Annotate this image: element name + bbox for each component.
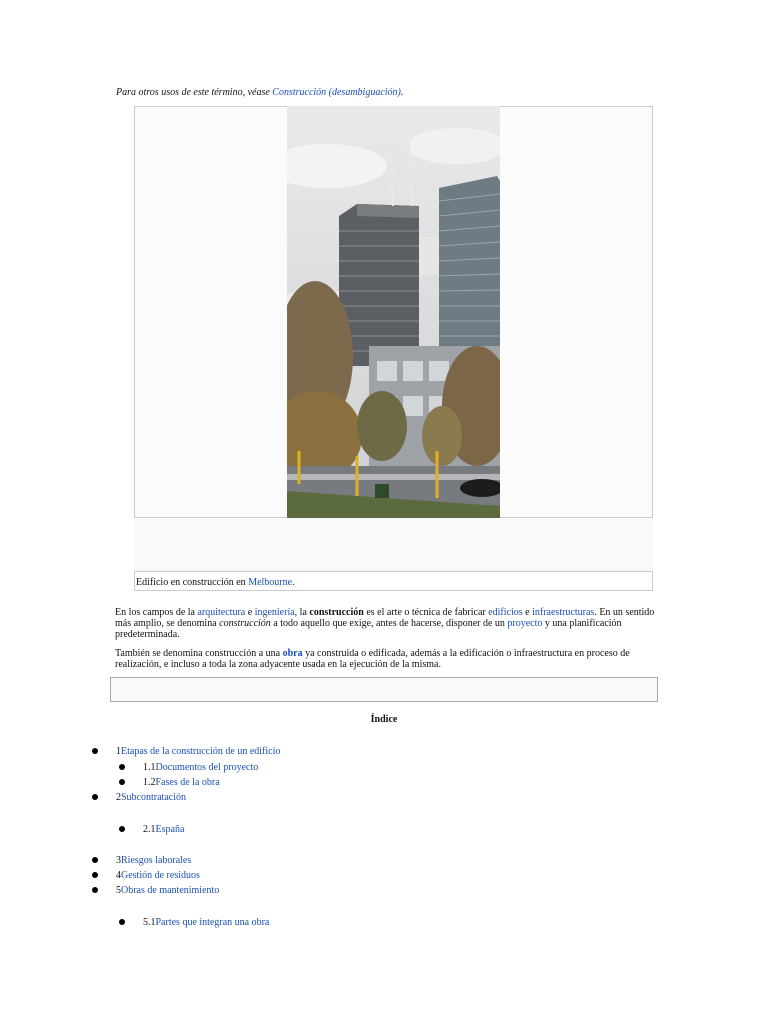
p1-text: e — [522, 607, 533, 618]
toc-link[interactable]: Obras de mantenimiento — [121, 885, 220, 896]
bullet-icon — [119, 826, 125, 832]
toc-item[interactable] — [143, 917, 269, 928]
bullet-icon — [119, 919, 125, 925]
toc-link[interactable]: España — [155, 824, 185, 835]
intro-paragraph-1 — [115, 607, 655, 640]
p1-text: . En un sentido más amplio, se denomina — [115, 607, 655, 629]
bullet-icon — [92, 872, 98, 878]
bullet-icon — [119, 779, 125, 785]
hatnote-text: Para otros usos de este término, véase — [116, 87, 273, 98]
caption-suffix: . — [292, 577, 295, 588]
infraestructuras-link[interactable]: infraestructuras — [532, 607, 595, 618]
p1-text: , la — [294, 607, 310, 618]
toc-item[interactable] — [143, 762, 258, 773]
toc-number: 1.2 — [143, 777, 156, 788]
ingenieria-link[interactable]: ingeniería — [254, 607, 295, 618]
bullet-icon — [92, 887, 98, 893]
toc-number: 1.1 — [143, 762, 156, 773]
arquitectura-link[interactable]: arquitectura — [197, 607, 246, 618]
toc-item[interactable] — [143, 824, 184, 835]
p1-text: a todo aquello que exige, antes de hacerse, disponer de un — [270, 618, 508, 629]
toc-number: 3 — [116, 855, 121, 866]
toc-link[interactable]: Subcontratación — [121, 792, 186, 803]
p2-text: ya construida o edificada, además a la edificación o infraestructura en proceso de realización, e incluso a toda la zona adyacente usada en la ejecución de la misma. — [115, 648, 630, 670]
toc-number: 4 — [116, 870, 121, 881]
edificios-link[interactable]: edificios — [488, 607, 523, 618]
toc-link[interactable]: Documentos del proyecto — [155, 762, 259, 773]
bullet-icon — [92, 857, 98, 863]
bullet-icon — [119, 764, 125, 770]
figure-caption — [134, 571, 653, 591]
disambiguation-link[interactable]: Construcción (desambiguación) — [272, 87, 401, 98]
toc-item[interactable] — [116, 885, 219, 896]
toc-link[interactable]: Partes que integran una obra — [155, 917, 270, 928]
building-under-construction-photo[interactable] — [287, 106, 500, 518]
toc-number: 5.1 — [143, 917, 156, 928]
figure-band — [134, 519, 653, 571]
toc-link[interactable]: Gestión de residuos — [121, 870, 200, 881]
hatnote — [116, 87, 403, 98]
toc-link[interactable]: Riesgos laborales — [121, 855, 192, 866]
obra-link[interactable]: obra — [282, 648, 303, 659]
p1-text: e — [245, 607, 255, 618]
p1-bold-term: construcción — [309, 607, 364, 618]
hatnote-suffix: . — [400, 87, 404, 98]
bullet-icon — [92, 794, 98, 800]
toc-number: 2 — [116, 792, 121, 803]
p1-text: En los campos de la — [115, 607, 198, 618]
p2-text: También se denomina construcción a una — [115, 648, 283, 659]
toc-item[interactable] — [116, 746, 280, 757]
toc-box — [110, 677, 658, 702]
toc-item[interactable] — [116, 870, 200, 881]
toc-item[interactable] — [116, 855, 191, 866]
toc-number: 2.1 — [143, 824, 156, 835]
intro-paragraph-2 — [115, 648, 655, 670]
toc-item[interactable] — [116, 792, 186, 803]
toc-number: 5 — [116, 885, 121, 896]
melbourne-link[interactable]: Melbourne — [248, 577, 293, 588]
toc-link[interactable]: Fases de la obra — [155, 777, 220, 788]
p1-text: es el arte o técnica de fabricar — [363, 607, 489, 618]
proyecto-link[interactable]: proyecto — [507, 618, 543, 629]
toc-item[interactable] — [143, 777, 220, 788]
toc-number: 1 — [116, 746, 121, 757]
p1-text: y una planificación predeterminada. — [115, 618, 622, 640]
bullet-icon — [92, 748, 98, 754]
caption-text: Edificio en construcción en — [136, 577, 249, 588]
p1-italic-term: construcción — [219, 618, 271, 629]
toc-title: Índice — [370, 714, 398, 725]
toc-link[interactable]: Etapas de la construcción de un edificio — [121, 746, 281, 757]
